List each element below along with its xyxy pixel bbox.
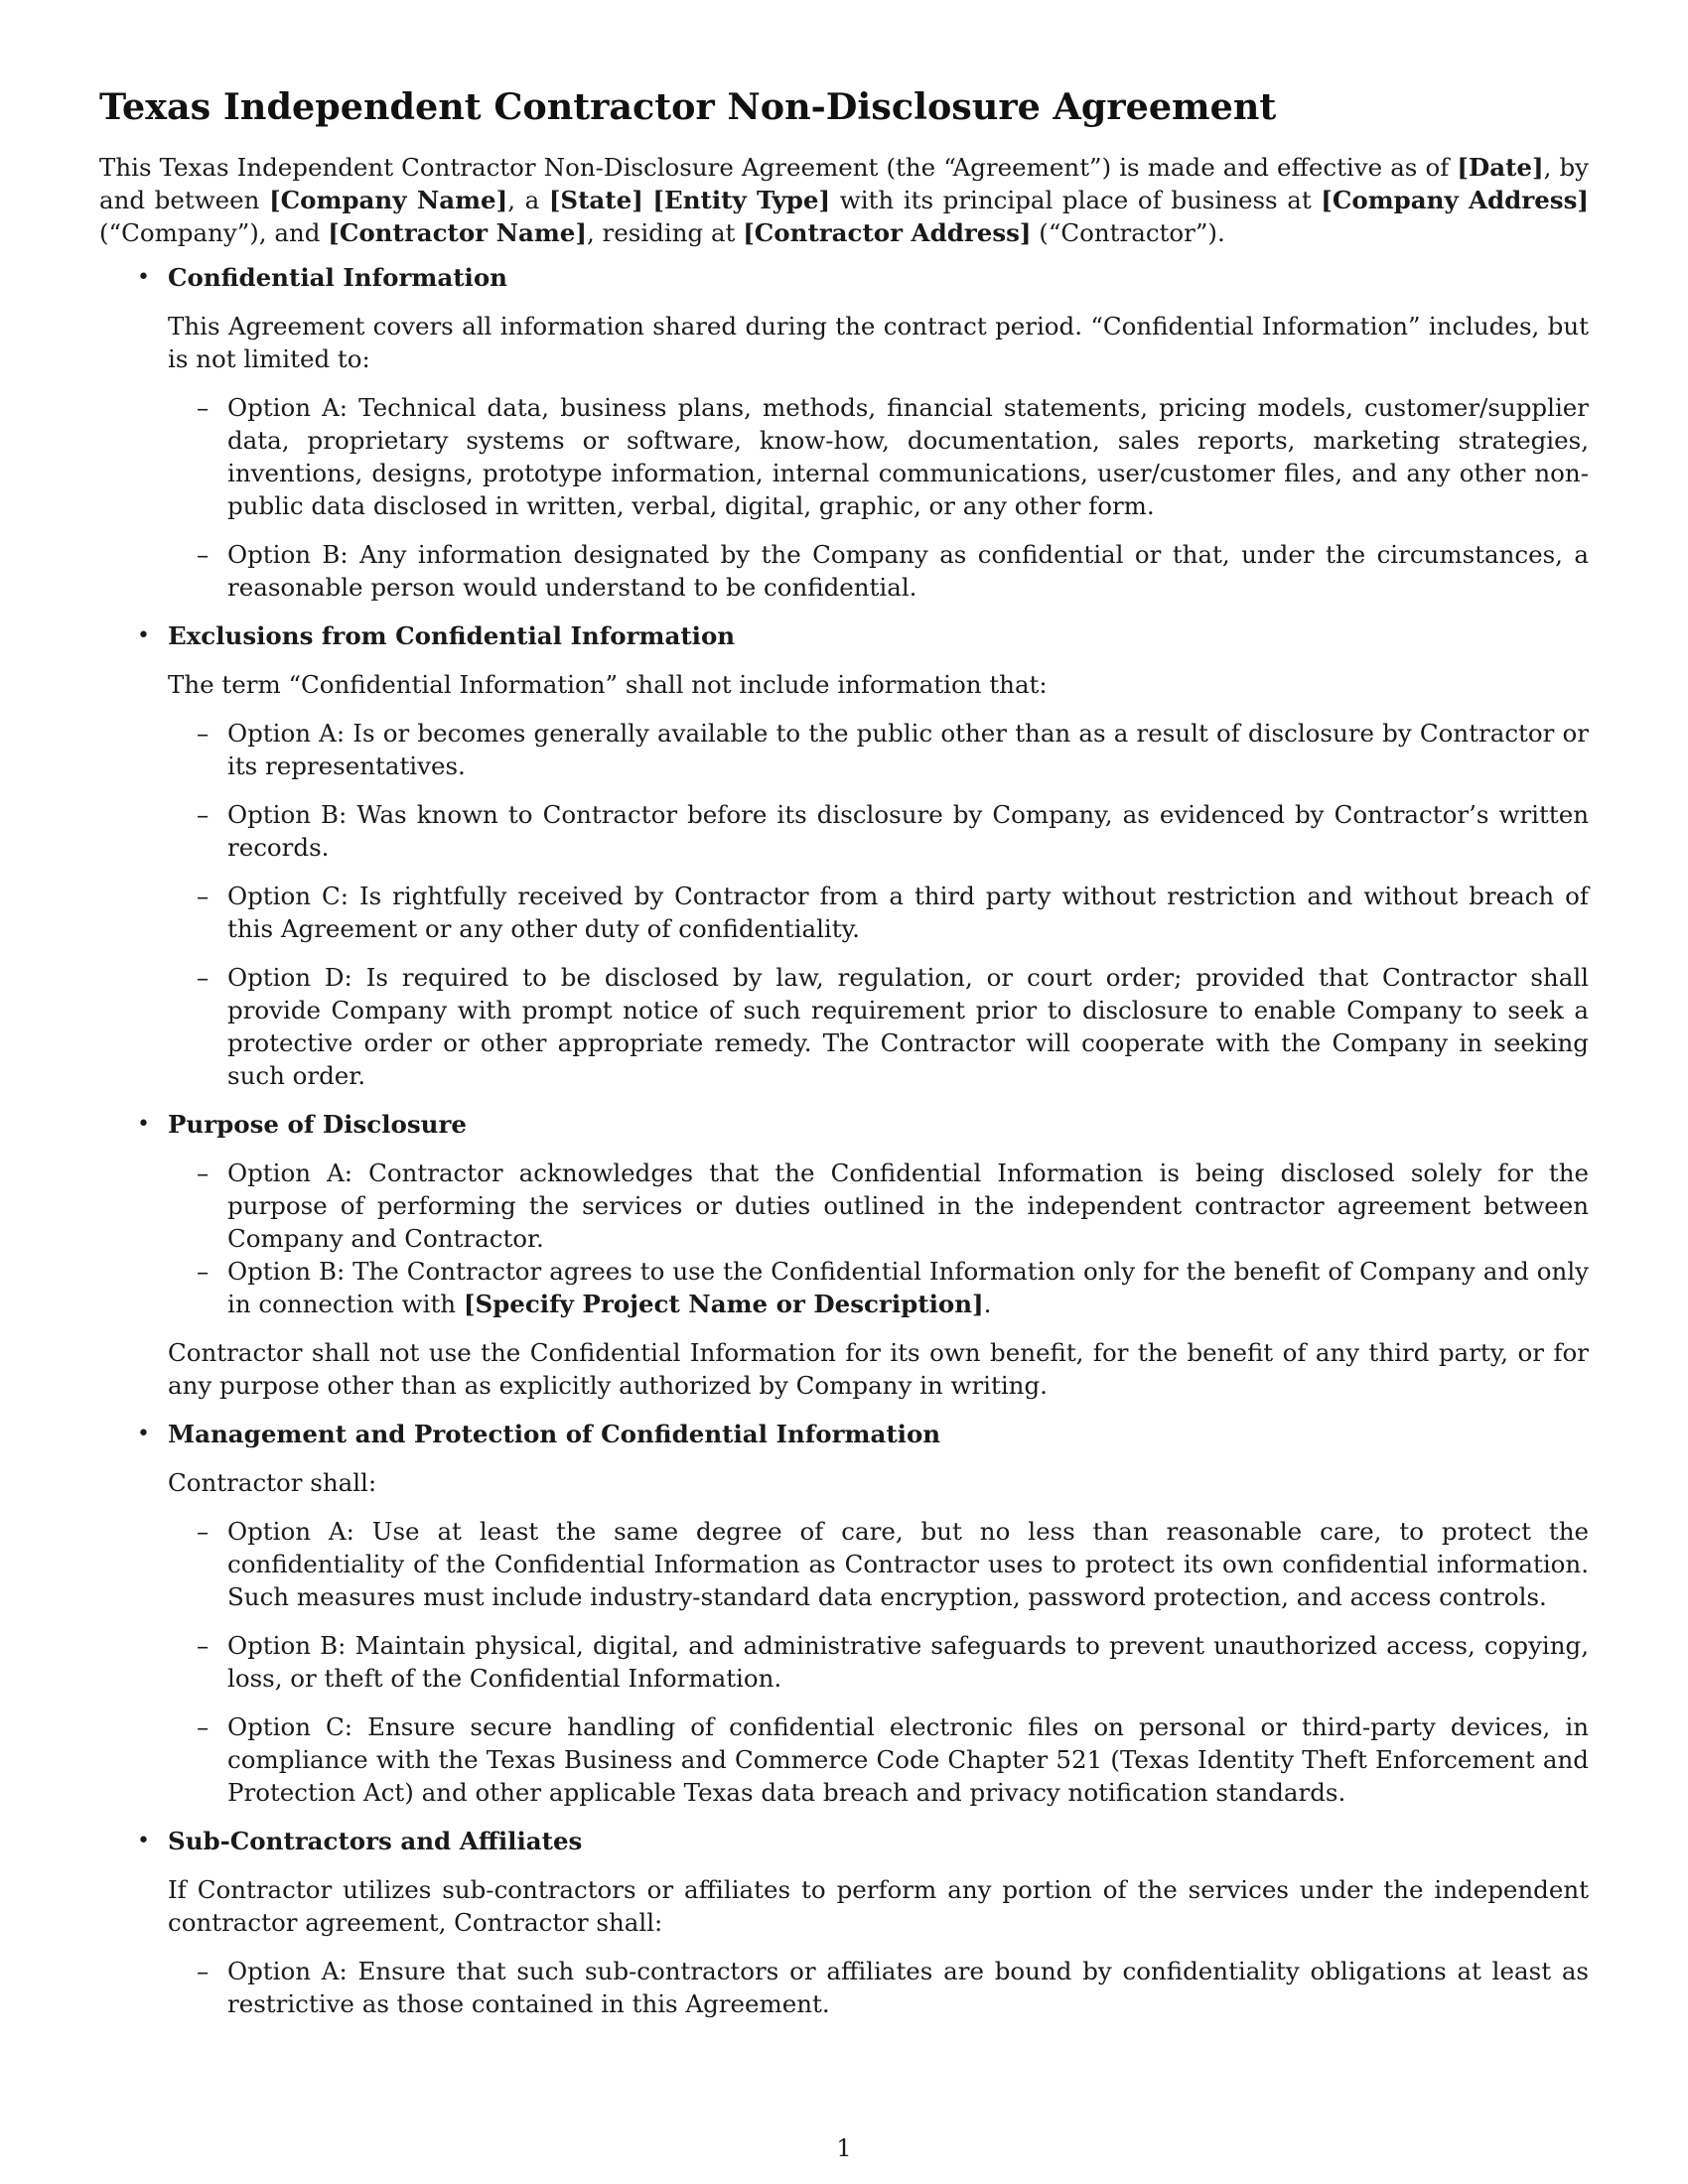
intro-text: (“Contractor”). [1031, 218, 1225, 247]
company-name-placeholder: [Company Name] [269, 186, 508, 214]
dash-icon: – [197, 1712, 210, 1741]
section-body: If Contractor utilizes sub-contractors or affiliates to perform any portion of the services under the independent contractor agreement, Contractor shall: [168, 1875, 1589, 1937]
option-item [168, 717, 1589, 782]
document-title: Texas Independent Contractor Non-Disclosure Agreement [99, 85, 1277, 128]
dash-icon: – [197, 1957, 210, 1985]
section-subcontractors-affiliates [99, 1825, 1589, 2020]
intro-text [643, 186, 653, 214]
dash-icon: – [197, 1257, 210, 1286]
option-item [168, 1515, 1589, 1613]
options-list [168, 1157, 1589, 1320]
option-b-prefix: Option B: The Contractor agrees to use the Confidential Information only for the benefit of Company and only in connection with [227, 1257, 1589, 1318]
entity-type-placeholder: [Entity Type] [652, 186, 831, 214]
option-text: Option A: Use at least the same degree of care, but no less than reasonable care, to protect the confidentiality of the Confidential Information as Contractor uses to protect its own confidential information. Such measures must include industry-standard data encryption, password protection, and access controls. [227, 1517, 1589, 1611]
state-placeholder: [State] [548, 186, 643, 214]
option-item [168, 961, 1589, 1092]
option-b-suffix: . [983, 1290, 992, 1318]
section-purpose-of-disclosure [99, 1108, 1589, 1402]
bullet-icon: • [137, 1422, 150, 1446]
project-placeholder: [Specify Project Name or Description] [463, 1290, 984, 1318]
section-title: Purpose of Disclosure [168, 1110, 467, 1139]
intro-text: , residing at [586, 218, 744, 247]
option-text: Option A: Is or becomes generally available to the public other than as a result of disclosure by Contractor or its representatives. [227, 719, 1589, 780]
sections-list [99, 261, 1589, 2020]
dash-icon: – [197, 1631, 210, 1660]
option-text: Option B: Maintain physical, digital, and administrative safeguards to prevent unauthorized access, copying, loss, or theft of the Confidential Information. [227, 1631, 1589, 1693]
option-text: Option A: Technical data, business plans, methods, financial statements, pricing models, customer/supplier data, proprietary systems or software, know-how, documentation, sales reports, marketing strategies, inventions, designs, prototype information, internal communications, user/customer files, and any other non-public data disclosed in written, verbal, digital, graphic, or any other form. [227, 393, 1589, 520]
dash-icon: – [197, 719, 210, 748]
option-text: Option D: Is required to be disclosed by law, regulation, or court order; provided that Contractor shall provide Company with prompt notice of such requirement prior to disclosure to enable Company to seek a protective order or other appropriate remedy. The Contractor will cooperate with the Company in seeking such order. [227, 963, 1589, 1090]
options-list [168, 717, 1589, 1092]
document-page [99, 85, 1589, 2036]
option-item [168, 880, 1589, 945]
option-item [168, 391, 1589, 522]
option-item [168, 1157, 1589, 1255]
intro-text: (“Company”), and [99, 218, 329, 247]
contractor-address-placeholder: [Contractor Address] [743, 218, 1032, 247]
section-title: Exclusions from Confidential Information [168, 621, 736, 650]
section-management-protection [99, 1418, 1589, 1809]
dash-icon: – [197, 882, 210, 910]
option-item [168, 798, 1589, 864]
intro-text: with its principal place of business at [830, 186, 1322, 214]
option-item [168, 1255, 1589, 1320]
section-body: This Agreement covers all information shared during the contract period. “Confidential Information” includes, but is not limited to: [168, 312, 1589, 373]
dash-icon: – [197, 393, 210, 422]
options-list [168, 391, 1589, 604]
intro-text: , by and between [99, 153, 1589, 214]
dash-icon: – [197, 963, 210, 992]
section-body: Contractor shall: [168, 1468, 377, 1497]
option-item [168, 1629, 1589, 1695]
option-text: Option A: Contractor acknowledges that the Confidential Information is being disclosed solely for the purpose of performing the services or duties outlined in the independent contractor agreement between Company and Contractor. [227, 1159, 1589, 1253]
contractor-name-placeholder: [Contractor Name] [328, 218, 587, 247]
bullet-icon: • [137, 265, 150, 290]
section-title: Sub-Contractors and Affiliates [168, 1827, 583, 1855]
bullet-icon: • [137, 1829, 150, 1853]
section-title: Management and Protection of Confidential Information [168, 1420, 941, 1448]
section-confidential-information [99, 261, 1589, 604]
intro-paragraph [99, 151, 1589, 249]
option-text: Option A: Ensure that such sub-contractors or affiliates are bound by confidentiality obligations at least as restrictive as those contained in this Agreement. [227, 1957, 1589, 2018]
option-item [168, 1955, 1589, 2020]
page-number: 1 [836, 2134, 852, 2162]
company-address-placeholder: [Company Address] [1321, 186, 1589, 214]
section-exclusions [99, 619, 1589, 1092]
option-item [168, 1710, 1589, 1809]
option-text: Option C: Is rightfully received by Contractor from a third party without restriction and without breach of this Agreement or any other duty of confidentiality. [227, 882, 1589, 943]
dash-icon: – [197, 800, 210, 829]
options-list [168, 1955, 1589, 2020]
date-placeholder: [Date] [1457, 153, 1544, 182]
bullet-icon: • [137, 623, 150, 648]
dash-icon: – [197, 1517, 210, 1546]
option-text: Option B: Any information designated by the Company as confidential or that, under the circumstances, a reasonable person would understand to be confidential. [227, 540, 1589, 602]
option-item [168, 538, 1589, 604]
bullet-icon: • [137, 1112, 150, 1137]
intro-text: , a [507, 186, 549, 214]
dash-icon: – [197, 540, 210, 569]
option-text: Option C: Ensure secure handling of confidential electronic files on personal or third-party devices, in compliance with the Texas Business and Commerce Code Chapter 521 (Texas Identity Theft Enforcement and Protection Act) and other applicable Texas data breach and privacy notification standards. [227, 1712, 1589, 1807]
section-title: Confidential Information [168, 263, 507, 292]
option-text: Option B: Was known to Contractor before its disclosure by Company, as evidenced by Contractor’s written records. [227, 800, 1589, 862]
dash-icon: – [197, 1159, 210, 1187]
intro-text: This Texas Independent Contractor Non-Disclosure Agreement (the “Agreement”) is made and effective as of [99, 153, 1458, 182]
options-list [168, 1515, 1589, 1809]
option-text [227, 1257, 1589, 1318]
section-body: The term “Confidential Information” shall not include information that: [168, 670, 1048, 699]
section-closing: Contractor shall not use the Confidential Information for its own benefit, for the benefit of any third party, or for any purpose other than as explicitly authorized by Company in writing. [168, 1338, 1589, 1400]
